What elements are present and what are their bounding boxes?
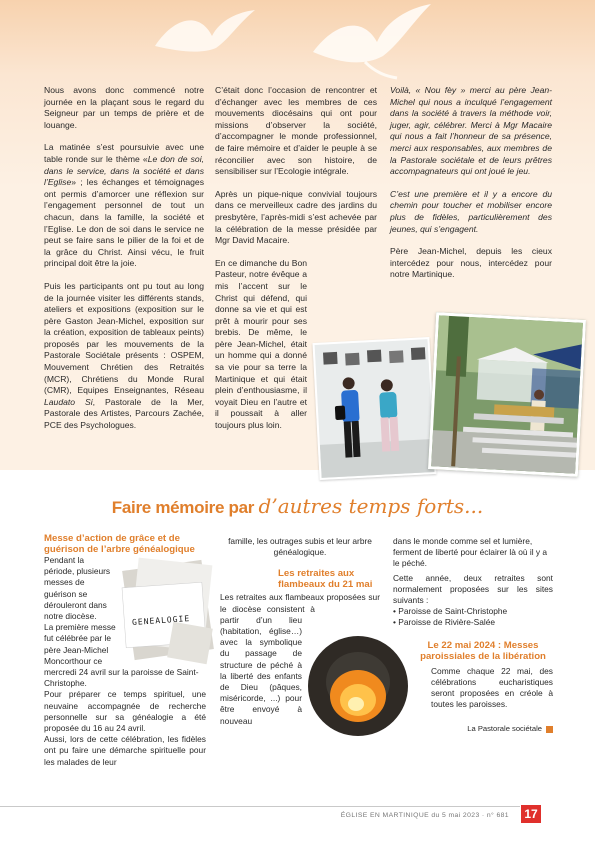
paragraph: famille, les outrages subis et leur arbre généalogique. (228, 536, 372, 558)
outdoor-mass-photo (428, 312, 586, 477)
signature: La Pastorale sociétale (393, 723, 553, 734)
paragraph: C’était donc l’occasion de rencontrer et d’échanger avec les membres de ces mouvements diocésains qui ont pour missions d’observer la société, d’accompagner le monde professionnel, de faire mémoire et d’aider le peuple à se réconcilier avec son histoire, de sensibiliser sur l’Ecologie intégrale. (215, 85, 377, 177)
bottom-column-3 (393, 536, 553, 735)
footer-publication: ÉGLISE EN MARTINIQUE du 5 mai 2023 · n° 681 (340, 812, 509, 819)
footer-divider (0, 806, 520, 807)
paragraph: Les retraites aux flambeaux proposées sur le diocèse consistent à partir d’un lieu (habitation, église…) avec la symbolique du passage de structure de péché à la liberté des enfants de Dieu (pâques, miséricorde, ...) pour être envoyé à nouveau (220, 592, 380, 726)
genealogy-image (120, 555, 216, 665)
paragraph: Puis les participants ont pu tout au long de la journée visiter les différents stands, ateliers et expositions (exposition sur le père Gaston Jean-Michel, exposition sur la création, exposition de tableaux peints) proposés par les mouvements de la Pastorale Sociétale présents : OSPEM, Mouvement Chrétien des Retraités (MCR), Chrétiens du Monde Rural (CMR), Equipes Enseignantes, Réseau Laudato Si, Pastorale de la Mer, Pastorale des Artistes, Parcours Zachée, PCE des Psychologues. (44, 280, 204, 431)
paragraph: Nous avons donc commencé notre journée en la plaçant sous le regard du Seigneur par un temps de prière et de louange. (44, 85, 204, 130)
paragraph: Pour préparer ce temps spirituel, une neuvaine accompagnée de recherche personnelle sur sa généalogie a été proposée du 16 au 24 avril. (44, 689, 206, 734)
section-title: Faire mémoire par d’autres temps forts... (111, 494, 484, 518)
paragraph: C’est une première et il y a encore du chemin pour toucher et mobiliser encore plus de fidèles, particulièrement des jeunes, qui s’engagent. (390, 188, 552, 234)
genealogy-label: GENEALOGIE (131, 613, 191, 628)
paragraph: La matinée s’est poursuivie avec une table ronde sur le thème «Le don de soi, dans le service, dans la société et dans l’Eglise» ; les échanges et témoignages ont permis d’amorcer une réflexion sur l’engagement personnel de tout un chacun, dans la famille, la société et l’Eglise. Le don de soi dans le service ne peut se faire sans le pilier de la foi et de la grâce du Christ. Ainsi vécu, le fruit principal doit être la joie. (44, 142, 205, 269)
bottom-column-2 (220, 536, 380, 750)
orange-square-icon (546, 726, 553, 733)
paragraph: La première messe fut célébrée par le père Jean-Michel Moncorthour ce mercredi 24 avril sur la paroisse de Saint-Christophe. (44, 622, 199, 689)
paragraph: Pendant la période, plusieurs messes de guérison se dérouleront dans notre diocèse. (44, 555, 111, 622)
article-column-1 (44, 85, 204, 443)
exhibition-photo (312, 337, 436, 480)
bottom-column-1 (44, 533, 206, 768)
paragraph: Père Jean-Michel, depuis les cieux intercédez pour nous, intercédez pour notre Martinique. (390, 246, 552, 280)
paragraph: Comme chaque 22 mai, des célébrations eucharistiques seront proposées en créole à toutes les paroisses. (431, 665, 553, 710)
list-item: • Paroisse de Saint-Christophe (393, 606, 508, 617)
paragraph: Voilà, « Nou fèy » merci au père Jean-Michel qui nous a inculqué l’engagement dans la société à travers la méthode voir, juger, agir, célébrer. Merci à Mgr Macaire qui nous a fait l’honneur de sa présence, merci aux responsables, aux membres de la Pastorale sociétale et de leurs prêtres accompagnateurs qui ont joué le jeu. (390, 85, 552, 177)
paragraph: Aussi, lors de cette célébration, les fidèles ont pu faire une démarche spirituelle pour les malades de leur (44, 734, 206, 767)
paragraph: dans le monde comme sel et lumière, ferment de liberté pour éclairer là où il y a le péché. (393, 536, 548, 569)
article-heading: Les retraites aux flambeaux du 21 mai (278, 568, 373, 591)
dove-illustration (150, 6, 260, 66)
paragraph: Après un pique-nique convivial toujours dans ce merveilleux cadre des jardins du presbytère, l’après-midi s’est achevée par la célébration de la messe présidée par Mgr David Macaire. (215, 188, 377, 246)
article-column-3 (390, 85, 552, 292)
paragraph: Cette année, deux retraites sont normalement proposées sur les sites suivants : (393, 572, 553, 606)
dove-illustration (305, 2, 435, 82)
paragraph: En ce dimanche du Bon Pasteur, notre évêque a mis l’accent sur le Christ qui défend, qui donne sa vie et qui est prêt à mourir pour ses brebis. De même, le père Jean-Michel, était un homme qui a donné sa vie pour sa terre la Martinique et qui était plein d’enthousiasme, il voyait Dieu en l’autre et il poussait à aller toujours plus loin. (215, 257, 307, 431)
article-heading: Messe d’action de grâce et de guérison de l’arbre généalogique (44, 533, 195, 555)
list-item: • Paroisse de Rivière-Salée (393, 617, 496, 628)
article-heading: Le 22 mai 2024 : Messes paroissiales de la libération (420, 639, 546, 662)
page-number: 17 (521, 805, 541, 823)
